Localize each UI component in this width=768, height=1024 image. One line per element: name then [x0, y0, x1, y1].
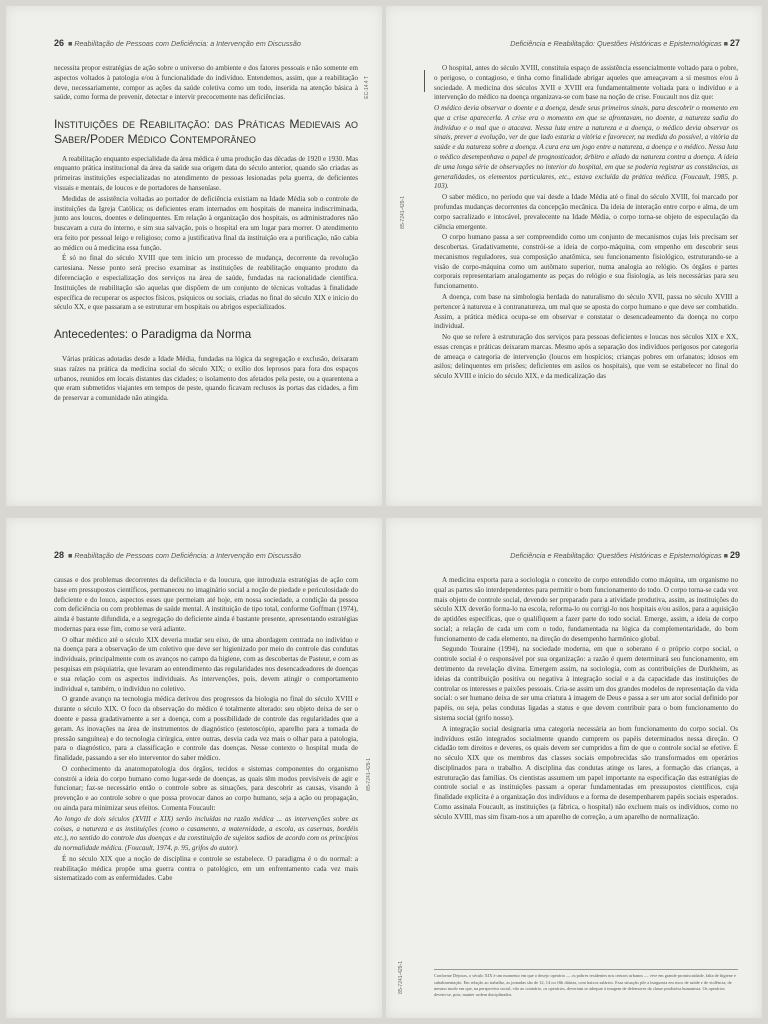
running-title: Deficiência e Reabilitação: Questões Históricas e Epistemológicas	[510, 551, 722, 560]
isbn-code: 85-7241-429-1	[366, 758, 372, 791]
paragraph: O corpo humano passa a ser compreendido como um conjunto de mecanismos cujas leis precisam ser descobertas. Gradativamente, constrói-se a ideia de corpo-máquina, com empenho em descobrir seus mecanismos reguladores, sua composição anatômica, seu funcionamento fisiológico, estruturando-se a visão de corpo-máquina como um autômato superior, numa analogia ao relógio. Os órgãos e partes corporais representariam analogamente as peças do relógio e sua fisiologia, as leis necessárias para seu funcionamento.	[434, 233, 738, 291]
paragraph: A reabilitação enquanto especialidade da área médica é uma produção das décadas de 1920 e 1930. Mas enquanto prática institucional da área da saúde sua origem data do século anterior, quando são criadas as primeiras instituições especializadas no atendimento de pessoas lesionadas pela guerra, de deficientes visuais e mentais, de loucos e de portadores de hanseníase.	[54, 154, 358, 192]
section-heading: Instituições de Reabilitação: das Práticas Medievais ao Saber/Poder Médico Contemporâneo	[54, 117, 358, 147]
page-header: Deficiência e Reabilitação: Questões Históricas e Epistemológicas ■ 27	[510, 38, 740, 48]
page-body	[54, 64, 358, 405]
paragraph: O hospital, antes do século XVIII, constituía espaço de assistência essencialmente voltado para o pobre, o perigoso, o contagioso, e tinha como finalidade abrigar aqueles que ameaçavam a si mesmos e/ou à sociedade. A medicina dos séculos XVII e XVIII era fundamentalmente voltada para o indivíduo e a intervenção do médico na doença organizava-se com base na noção de crise. Foucault nos diz que:	[434, 64, 738, 102]
page-29	[386, 518, 762, 1018]
page-header: 26 ■ Reabilitação de Pessoas com Deficiência: a Intervenção em Discussão	[54, 38, 301, 48]
isbn-code: 85-7241-429-1	[400, 196, 406, 229]
block-quote: O médico devia observar o doente e a doença, desde seus primeiros sinais, para descobrir o momento em que a crise aparecerla. A crise era o momento em que se afrontavam, no doente, a natureza sadia do indivíduo e o mal que o atacava. Nessa luta entre a natureza e a doença, o médico devia observar os sinais, prever a evolução, ver de que lado estaria a vitória e favorecer, na medida do possível, a vitória da saúde e da natureza sobre a doença. A cura era um jogo entre a natureza, a doença e o médico. Nessa luta o médico desempenhava o papel de prognosticador, árbitro e aliado da natureza contra a doença. A ideia de uma longa série de observações no interior do hospital, em que se poderia registrar as constâncias, as generalidades, os elementos particulares, etc., estava excluída da prática médica. (Foucault, 1985, p. 103).	[434, 104, 738, 191]
page-number: 28	[54, 550, 65, 560]
page-number: 27	[729, 38, 740, 48]
paragraph: Segundo Touraine (1994), na sociedade moderna, em que o soberano é o próprio corpo social, o controle social é o responsável por sua organização: a razão é quem determinará seu funcionamento, em detrimento da revelação divina. Emergem assim, na sociologia, com as contribuições de Durkheim, as ideias da contribuição positiva ou negativa à integração social e a da capacidade das instituições de controlar os interesses e paixões pessoais. Cria-se assim um dos grandes modelos de representação da vida social: o ser humano deixa de ser uma criatura à imagem de Deus e passa a ser um ator social definido por papéis, ou seja, pelas condutas ligadas a status e que devem contribuir para o bom funcionamento do sistema social (grifo nosso).	[434, 645, 738, 722]
paragraph: necessita propor estratégias de ação sobre o universo do ambiente e dos fatores pessoais e não somente em aspectos voltados à patologia e/ou à funcionalidade do indivíduo. Entendemos, assim, que a reabilitação deve, necessariamente, compor as ações da saúde coletiva como um todo, inserida na atenção básica à saúde, como forma de prevenir, detectar e intervir precocemente nas deficiências.	[54, 64, 358, 102]
paragraph: O saber médico, no período que vai desde a Idade Média até o final do século XVIII, foi marcado por profundas mudanças decorrentes da concepção mecânica. Da ideia de interação entre corpo e alma, de um corpo sacralizado e intocável, prevalecente na Idade Média, o corpo torna-se objeto de especulação da ciência emergente.	[434, 193, 738, 231]
paragraph: Medidas de assistência voltadas ao portador de deficiência existiam na Idade Média sob o controle de instituições da Igreja Católica; os deficientes eram internados em hospitais de maneira indiscriminada, junto aos loucos, doentes e delinquentes. Em relação à organização dos hospitais, os administradores não buscavam a cura do interno, e sim sua salvação, pois o hospital era um lugar para morrer. O atendimento era feito por pessoal leigo e religioso; como a justificativa final da instituição era a purificação, não cabia ao médico ou à medicina essa função.	[54, 194, 358, 252]
running-title: Reabilitação de Pessoas com Deficiência: a Intervenção em Discussão	[74, 39, 301, 48]
pen-mark	[424, 70, 425, 92]
paragraph: O grande avanço na tecnologia médica derivou dos progressos da biologia no final do século XVIII e durante o século XIX. O foco da observação do médico é totalmente alterado: seu objeto deixa de ser o doente e passa gradativamente a ser a doença, com a possibilidade de controle das regularidades que a geram. As inovações na área de instrumentos de diagnóstico (estetoscópio, aparelho para a tomada de pressão sanguínea) e do tecnologia cirúrgica, entre outras, desvia cada vez mais o olhar para a patologia, para o diagnóstico, para a classificação e controle das doenças. Nesse contexto o hospital muda de finalidade, passando a ser elo interventor do saber médico.	[54, 695, 358, 763]
block-quote: Ao longo de dois séculos (XVIII e XIX) serão incluídas na razão médica ... as intervenções sobre as coisas, a natureza e as instituições (como o casamento, a maternidade, a escola, as casernas, bordéis etc.), no sentido do controle das doenças e da constituição de sujeitos sadios de acordo com os princípios da normalidade médica. (Foucault, 1974, p. 95, grifos do autor).	[54, 814, 358, 853]
paragraph: É no século XIX que a noção de disciplina e controle se estabelece. O paradigma é o do normal: a reabilitação médica propõe uma guerra contra o patológico, em um enfrentamento cada vez mais sistematizado com as enfermidades. Cabe	[54, 854, 358, 883]
paragraph: O olhar médico até o século XIX deveria mudar seu eixo, de uma abordagem centrada no indivíduo e na doença para a observação de um coletivo que deve ser higienizado por meio do controle das condutas individuais, principalmente com os avanços no campo da higiene, com as descobertas de Pasteur, e com as pesquisas em psiquiatria, que levaram ao entendimento das regularidades nos desencadeadores de doenças e sua relação com os aspectos individuais. As intervenções, pois, devem atingir o comportamento individual e, também, o indivíduo no coletivo.	[54, 635, 358, 693]
running-title: Deficiência e Reabilitação: Questões Históricas e Epistemológicas	[510, 39, 722, 48]
page-body	[434, 64, 738, 383]
paragraph: Várias práticas adotadas desde a Idade Média, fundadas na lógica da segregação e exclusão, deixaram suas raízes na prática da medicina social do século XIX; o exílio dos leprosos para fora dos espaços urbanos, reunidos em locais distantes das cidades; o isolamento dos afetados pela peste, ou a quarentena a que eram submetidos viajantes em tempos de peste, quando ficavam reclusos às portas das cidades, a fim de preservar a comunidade não atingida.	[54, 355, 358, 403]
page-header: 28 ■ Reabilitação de Pessoas com Deficiência: a Intervenção em Discussão	[54, 550, 301, 560]
paragraph: No que se refere à estruturação dos serviços para pessoas deficientes e loucas nos séculos XIX e XX, essas crenças e práticas deixaram marcas. Mesmo após a separação dos indivíduos perigosos por categoria de ameaça e categoria de intervenção (loucos em hospícios; crianças pobres em orfanatos; idosos em asilos; delinquentes em prisões; deficientes em asilos os hospitais), que vem se estabelecer no final do século XVIII e início do século XIX, e da medicalização das	[434, 333, 738, 381]
footnote: Conforme Dejours, o século XIX é um momento em que o desejo operário — os pobres residentes nos centros urbanos — vive em grande promiscuidade, falta de higiene e subalimentação. Em relação ao trabalho, as jornadas são de 12, 14 ou 16h diárias, com baixos salários. Essa situação põe a burguesia em risco de saúde e de violência; de mesmo modo em que, na perspectiva social, vão ao contrário, os operários, deveriam se adequar à imagem de defensores da classe produtiva humanista. Os operários devem-se, pois, manter ordem disciplinados.	[434, 969, 738, 998]
page-26	[6, 6, 382, 506]
isbn-code: 85-7241-429-1	[398, 961, 404, 994]
running-title: Reabilitação de Pessoas com Deficiência: a Intervenção em Discussão	[74, 551, 301, 560]
page-28	[6, 518, 382, 1018]
paragraph: A doença, com base na simbologia herdada do naturalismo do século XVII, passa no século XVIII a pertencer à natureza e à contranatureza, um mal que se aposta do corpo humano e que deve ser combatido. Assim, a prática médica ocupa-se em observar e constatar o desencadeamento da doença no corpo individual.	[434, 292, 738, 331]
page-27	[386, 6, 762, 506]
paragraph: A medicina exporta para a sociologia o conceito de corpo entendido como máquina, um organismo no qual as partes são interdependentes para permitir o bom funcionamento do todo. O corpo torna-se cada vez mais objeto de controle social, devendo ser preparado para a atividade produtiva, assim, as instituições do século XIX deverão forma-lo na escola, reforma-lo ou corrigi-lo nos hospitais e/ou asilos, para a aquisição de aptidões específicas, que o qualifiquem a fazer parte do todo social. Emerge, assim, a ideia de corpo social; a relação de cada um com o todo, fundamentada na lógica da complementaridade, do bom funcionamento de cada elemento, na direção do desempenho harmônico global.	[434, 576, 738, 643]
paragraph: É só no final do século XVIII que tem início um processo de mudança, decorrente da revolução cartesiana. Nesse ponto será preciso examinar as instituições de reabilitação enquanto produto da diferenciação e especialização dos serviços na área de saúde, fundadas na racionalidade científica. Instituições de reabilitação são aquelas que dispõem de um conjunto de técnicas voltadas à finalidade específica de recuperar os aspectos físicos, psíquicos ou sociais, criadas no final do século XIX e início do século XX, e que passaram a se estruturar em hospitais ou abrigos especializados.	[54, 254, 358, 312]
page-number: 29	[729, 550, 740, 560]
paragraph: A integração social designaria uma categoria necessária ao bom funcionamento do corpo social. Os indivíduos estão integrados socialmente quando cumprem os papéis determinados nessa direção. O cidadão tem direitos e deveres, os quais devem ser cumpridos a fim de que o controle social se efetive. É no século XIX que os membros das classes sociais empobrecidas são transformados em operários disciplinados para o trabalho. A disciplina das condutas atinge os lares, a formação das crianças, a estruturação das famílias. Os cientistas assumem um papel importante na especificação das estratégias de controle social e as instituições passam a operar fundamentadas em pressupostos científicos, cuja finalidade explícita é a organização dos indivíduos e a forma de desempenharem papéis sociais esperados. Como assinala Foucault, as instituições (a fábrica, o hospital) não excluem mais os indivíduos, como no século XVIII, mas sim fixam-nos a um aparelho de correção, a um aparelho de normalização.	[434, 724, 738, 821]
page-body	[434, 576, 738, 824]
page-body	[54, 576, 358, 885]
paragraph: causas e dos problemas decorrentes da deficiência e da loucura, que introduzia estratégias de ação com base em pressupostos científicos, permaneceu no imaginário social a noção de piedade e periculosidade do deficiente e do louco, aspectos esses que permeiam até hoje, em nossa sociedade, a condição da pessoa com deficiência ou com problemas de saúde mental. A instituição de tipo total, conforme Goffman (1974), ainda é bastante difundida, e a segregação do deficiente ainda é bastante presente, apresentando estratégias modernas para esse fim, como se verá adiante.	[54, 576, 358, 633]
paragraph: O conhecimento da anatomopatologia dos órgãos, tecidos e sistemas componentes do organismo constrói a ideia do corpo humano como lugar-sede de doenças, as quais têm modos previsíveis de agir e funcionar; faz-se necessário então o controle sobre as situações, para descobrir as causas, visando à prevenção e ao controle sobre o que possa provocar danos ao corpo humano, seja a ação ou propagação, ou ainda para minimizar seus efeitos. Comenta Foucault:	[54, 764, 358, 812]
page-header: Deficiência e Reabilitação: Questões Históricas e Epistemológicas ■ 29	[510, 550, 740, 560]
page-number: 26	[54, 38, 65, 48]
subsection-heading: Antecedentes: o Paradigma da Norma	[54, 328, 252, 342]
isbn-code: EC-14.4 T	[364, 76, 370, 99]
